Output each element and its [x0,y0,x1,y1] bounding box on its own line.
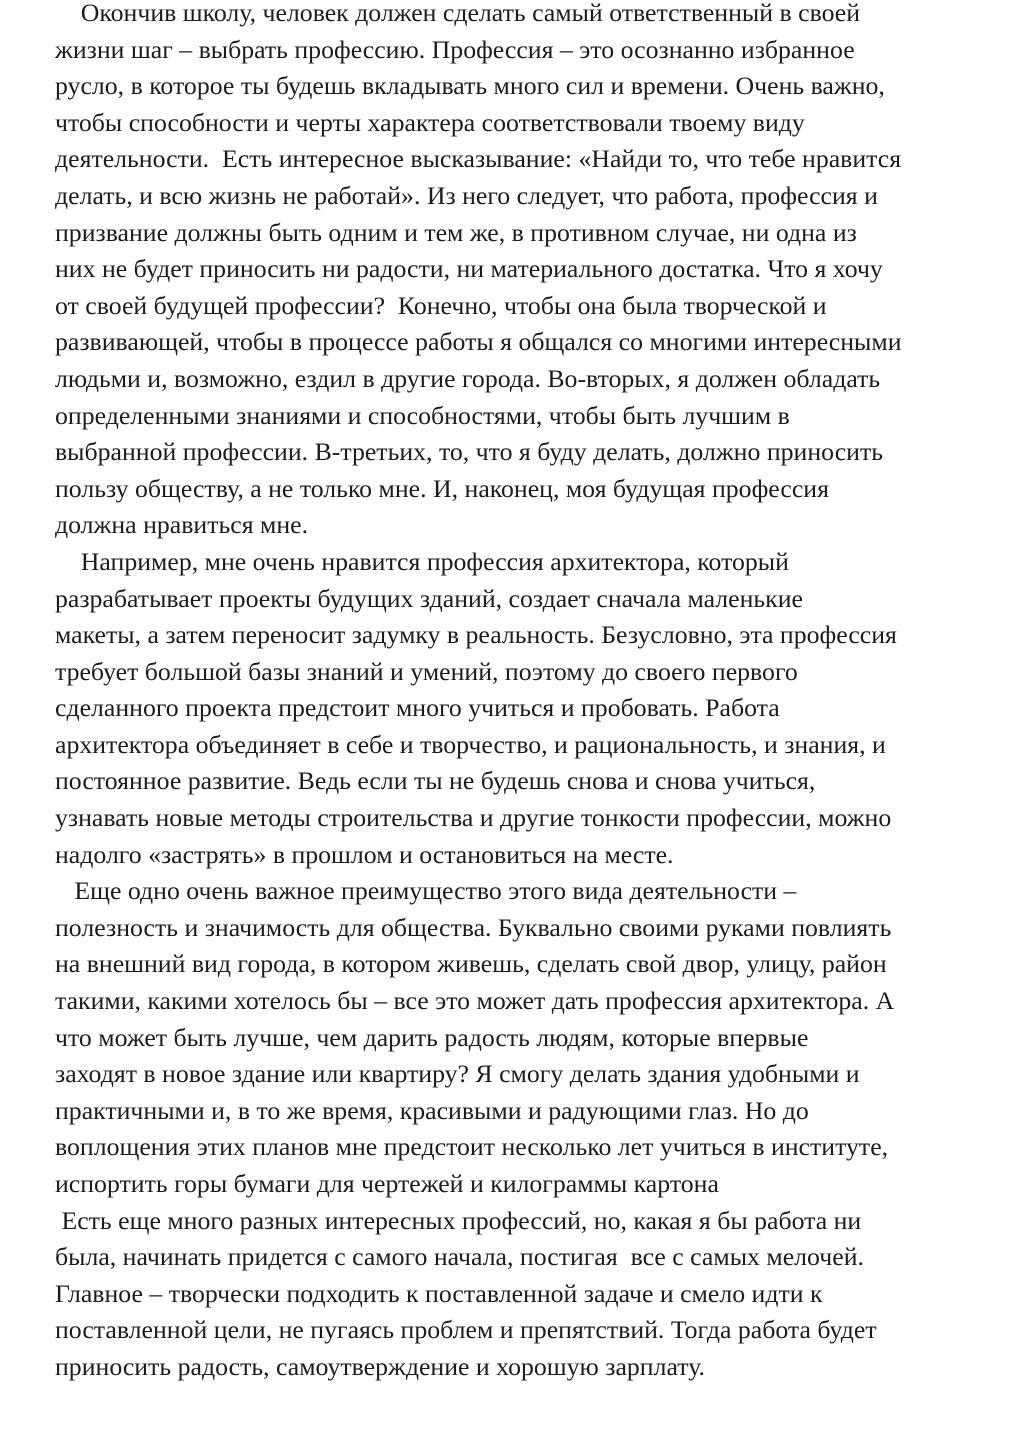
text-line: практичными и, в то же время, красивыми и радующими глаз. Но до [55,1095,809,1125]
text-line: Есть еще много разных интересных профессий, но, какая я бы работа ни [55,1205,862,1235]
text-line: людьми и, возможно, ездил в другие города. Во-вторых, я должен обладать [55,363,881,393]
text-line: воплощения этих планов мне предстоит несколько лет учиться в институте, [55,1132,889,1162]
text-line: развивающей, чтобы в процессе работы я общался со многими интересными [55,327,902,357]
text-line: делать, и всю жизнь не работай». Из него следует, что работа, профессия и [55,180,878,210]
text-line: от своей будущей профессии? Конечно, чтобы она была творческой и [55,290,827,320]
text-line: постоянное развитие. Ведь если ты не будешь снова и снова учиться, [55,766,816,796]
text-line: Окончив школу, человек должен сделать самый ответственный в своей [55,0,861,27]
text-line: полезность и значимость для общества. Буквально своими руками повлиять [55,912,892,942]
text-line: была, начинать придется с самого начала, постигая все с самых мелочей. [55,1242,864,1272]
document-page [55,0,990,1386]
text-line: испортить горы бумаги для чертежей и килограммы картона [55,1169,719,1198]
text-line: русло, в которое ты будешь вкладывать много сил и времени. Очень важно, [55,71,885,101]
text-line: должна нравиться мне. [55,510,309,540]
text-line: архитектора объединяет в себе и творчество, и рациональность, и знания, и [55,729,886,759]
text-line: определенными знаниями и способностями, чтобы быть лучшим в [55,400,790,430]
paragraph-4 [55,1203,990,1386]
text-line: требует большой базы знаний и умений, поэтому до своего первого [55,656,798,686]
text-line: Главное – творчески подходить к поставленной задаче и смело идти к [55,1278,823,1308]
paragraph-3 [55,873,990,1202]
text-line: узнавать новые методы строительства и другие тонкости профессии, можно [55,803,892,833]
text-line: что может быть лучше, чем дарить радость людям, которые впервые [55,1022,809,1052]
text-line: разрабатывает проекты будущих зданий, создает сначала маленькие [55,583,803,613]
text-line: макеты, а затем переносит задумку в реальность. Безусловно, эта профессия [55,620,897,650]
paragraph-1 [55,0,990,544]
text-line: такими, какими хотелось бы – все это может дать профессия архитектора. А [55,986,895,1016]
text-line: чтобы способности и черты характера соответствовали твоему виду [55,107,805,137]
paragraph-2 [55,544,990,873]
text-line: сделанного проекта предстоит много учиться и пробовать. Работа [55,693,780,723]
text-line: деятельности. Есть интересное высказывание: «Найди то, что тебе нравится [55,144,902,174]
text-line: выбранной профессии. В-третьих, то, что я буду делать, должно приносить [55,437,883,467]
text-line: заходят в новое здание или квартиру? Я смогу делать здания удобными и [55,1059,860,1089]
text-line: призвание должны быть одним и тем же, в противном случае, ни одна из [55,217,857,247]
text-line: них не будет приносить ни радости, ни материального достатка. Что я хочу [55,254,883,284]
text-line: Еще одно очень важное преимущество этого вида деятельности – [55,876,797,906]
text-line: Например, мне очень нравится профессия архитектора, который [55,546,789,576]
text-line: надолго «застрять» в прошлом и остановиться на месте. [55,839,674,869]
text-line: приносить радость, самоутверждение и хорошую зарплату. [55,1351,705,1381]
text-line: на внешний вид города, в котором живешь, сделать свой двор, улицу, район [55,949,887,979]
text-line: поставленной цели, не пугаясь проблем и препятствий. Тогда работа будет [55,1315,877,1345]
text-line: пользу обществу, а не только мне. И, наконец, моя будущая профессия [55,473,829,503]
text-line: жизни шаг – выбрать профессию. Профессия – это осознанно избранное [55,34,855,64]
